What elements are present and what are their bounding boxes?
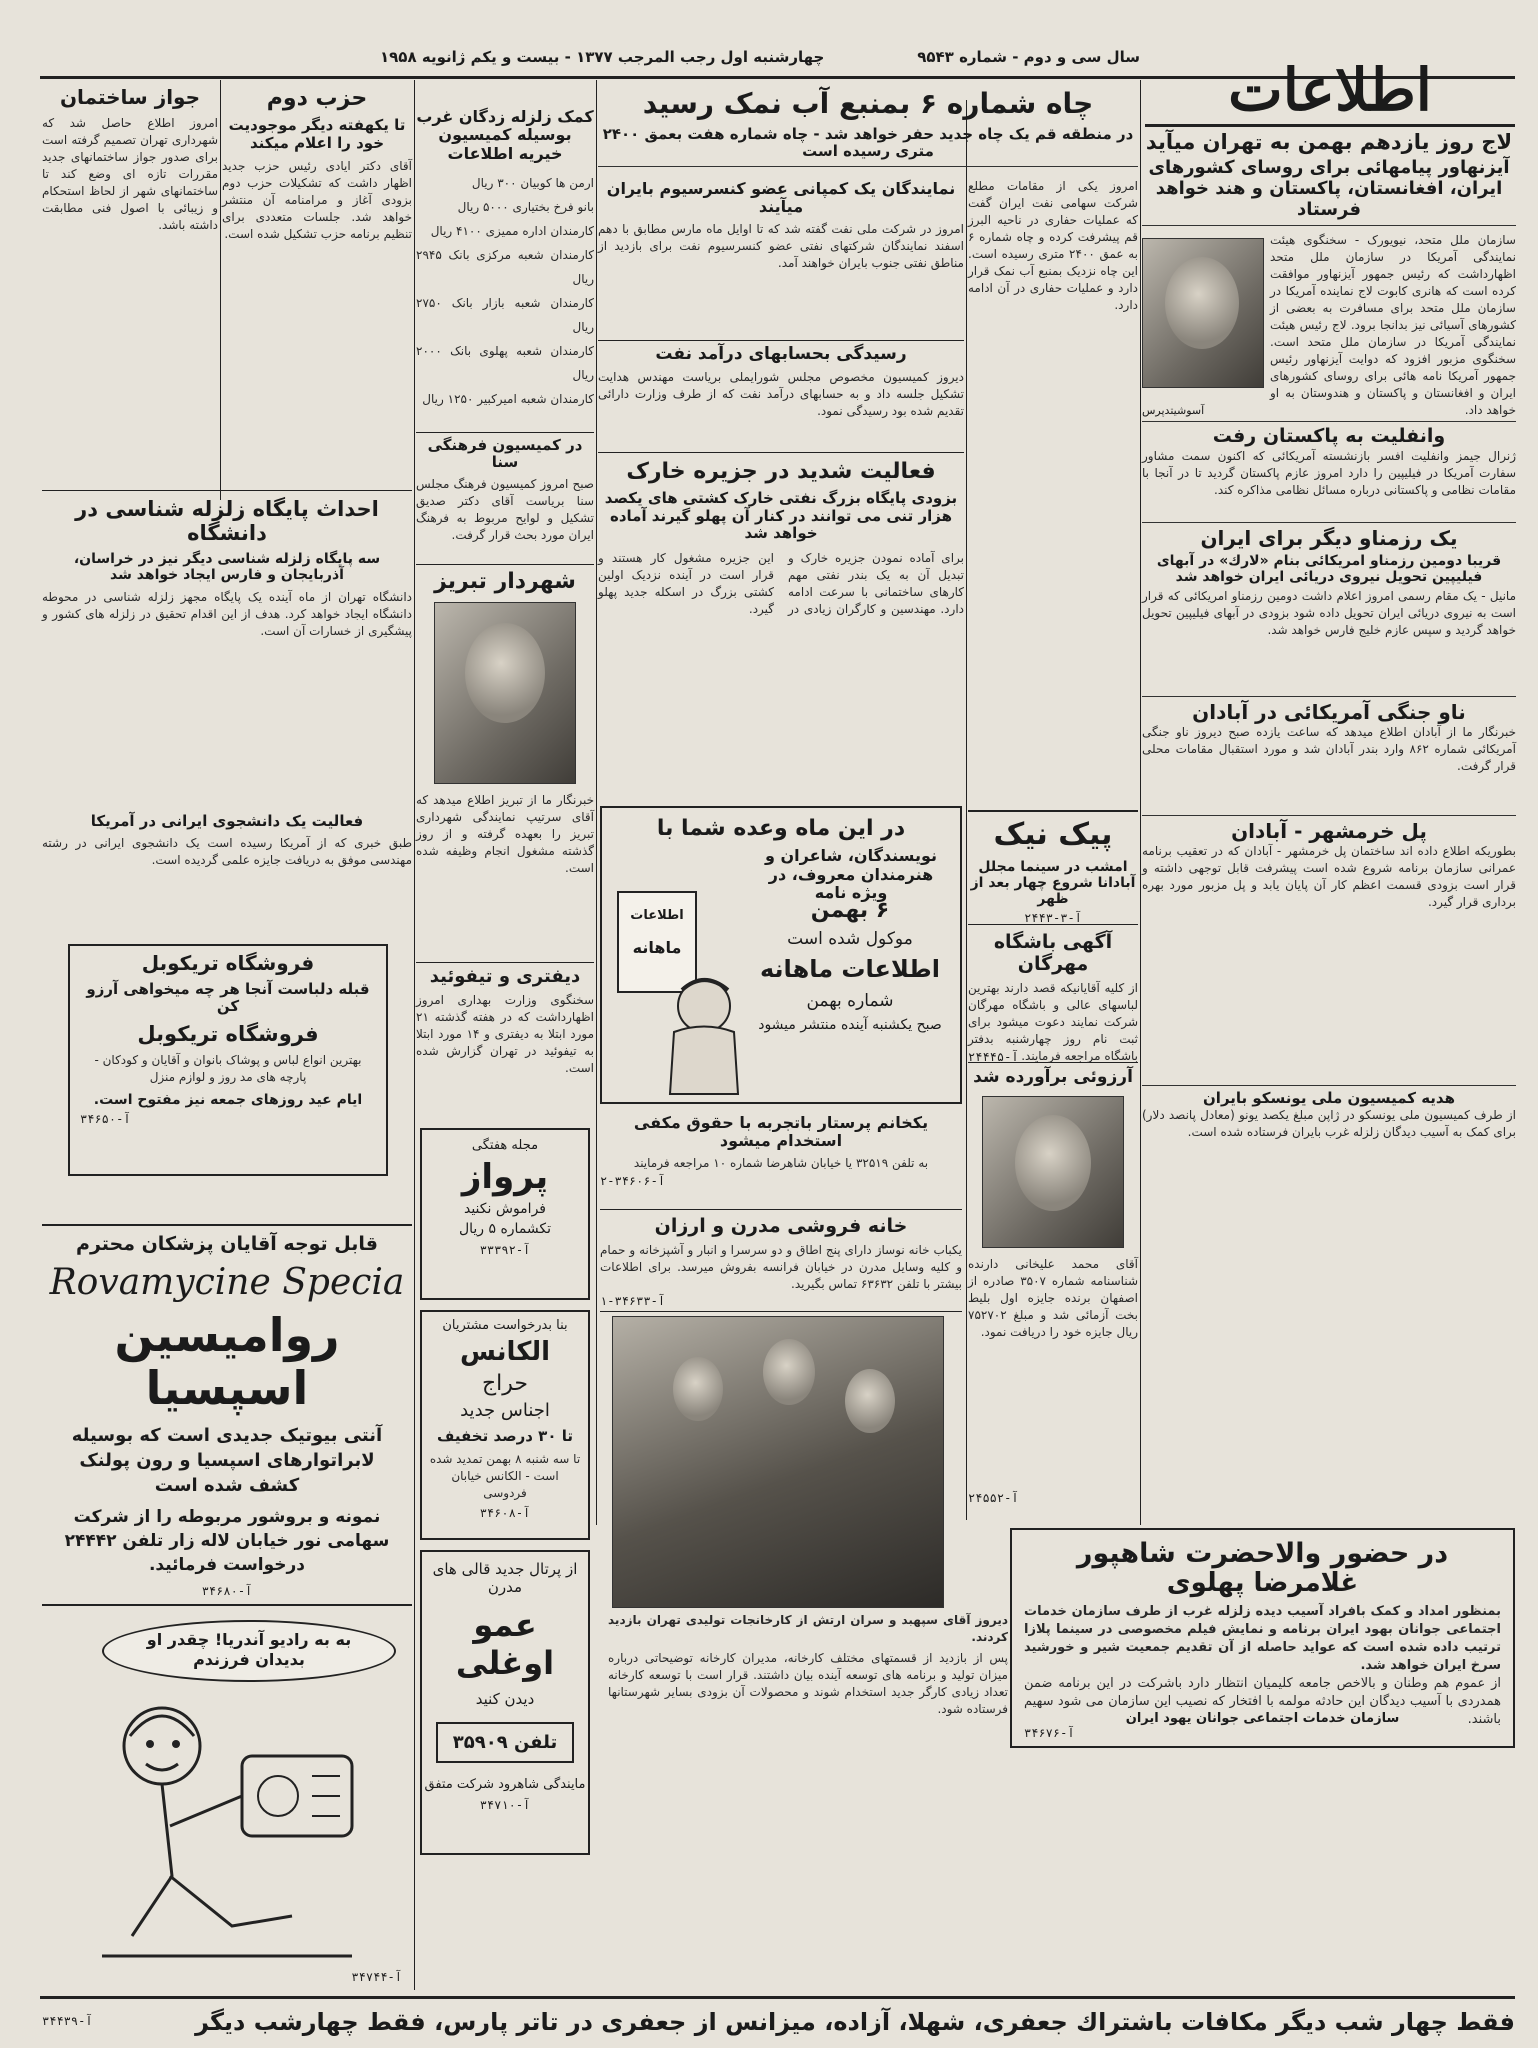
drill-body: امروز یکی از مقامات مطلع شرکت سهامی نفت ایران گفت که عملیات حفاری در ناحیه البرز قم پیشرفت کرده و چاه شماره ۶ به عمق ۲۴۰۰ متری رسیده است. این چاه نزدیک بمنبع آب نمک قرار دارد و عملیات حفاری در آن ادامه دارد.	[968, 179, 1138, 312]
typhoid-headline: دیفتری و تیفوئید	[429, 966, 581, 987]
mayor-story	[416, 564, 594, 959]
nurse-code: آ-۳۴۶۰۶-۲	[600, 1173, 666, 1188]
student-headline: فعالیت یک دانشجوی ایرانی در آمریکا	[90, 812, 364, 831]
kharg-headline: فعالیت شدید در جزیره خارک	[626, 459, 936, 484]
club-body: از کلیه آقایانیکه قصد دارند بهترین لباسهای عالی و باشگاه مهرگان شرکت نمایند دعوت میشود برای ثبت نام روز چهارشنبه بدفتر باشگاه مراجعه فرمایند.	[968, 980, 1138, 1063]
aid-lines	[416, 171, 594, 411]
radio-cartoon-ad	[42, 1610, 412, 1990]
drill-column	[968, 178, 1138, 808]
alcance-name: الکانس	[459, 1337, 551, 1367]
tricobel-footer: ایام عید روزهای جمعه نیز مفتوح است.	[93, 1091, 363, 1108]
carpet-code: آ-۳۴۷۱۰	[479, 1798, 531, 1812]
building-body: امروز اطلاع حاصل شد که شهرداری تهران تصمیم گرفته است برای صدور جواز ساختمانهای جدید مقررات تازه ای وضع کند تا ساختمانهای شهر از لحاظ استحکام و زیبائی با اصول فنی مطابقت داشته باشد.	[42, 116, 218, 232]
alcance-new-goods: اجناس جدید	[460, 1400, 550, 1421]
monthly-date: ۶ بهمن	[810, 898, 890, 923]
seismo-subhead: سه پایگاه زلزله شناسی دیگر نیز در خراسان، آذربایجان و فارس ایجاد خواهد شد	[73, 551, 381, 584]
parvaz-title: پرواز	[461, 1157, 549, 1197]
lead-body: سازمان ملل متحد، نیویورک - سخنگوی هیئت نمایندگی آمریکا در سازمان ملل متحد اظهارداشت که رئیس جمهور آیزنهاور موافقت کرده است که هانری کابوت لاج نماینده آمریکا در سازمان ملل متحد برای مسافرت به بعضی از کشورهای آسیائی نیز بدانجا برود. لاج رئیس هیئت نمایندگی آمریکا در سازمان ملل متحد است. سخنگوی مزبور افزود که دوایت آیزنهاور رئیس جمهور آمریکا نامه هائی برای روسای کشورهای ایران و افغانستان و پاکستان و هندوستان به او خواهد داد.	[1270, 233, 1516, 418]
patron-body: بمنظور امداد و کمک بافراد آسیب دیده زلزله غرب از طرف سازمان خدمات اجتماعی جوانان بهود ایران برنامه و نمایش فیلم مخصوصی در سینما پلازا ترتیب داده شده است که عواید حاصله از آن تقدیم جمعیت شیر و خورشید سرخ ایران خواهد شد.	[1024, 1603, 1501, 1673]
monthly-footer: صبح یکشنبه آینده منتشر میشود	[758, 1017, 942, 1033]
rule-col4	[414, 80, 415, 1990]
aid-headline: کمک زلزله زدگان غرب بوسیله کمیسیون خیریه اطلاعات	[416, 107, 594, 163]
parvaz-price: تکشماره ۵ ریال	[458, 1221, 552, 1237]
mayor-portrait	[434, 602, 576, 784]
consortium-story	[598, 178, 964, 338]
logo-box	[1145, 56, 1515, 124]
party-subhead: تا یکهفته دیگر موجودیت خود را اعلام میکند	[228, 116, 406, 152]
magazine-cover-subtitle: ماهانه	[632, 938, 682, 957]
radio-speech-bubble	[102, 1620, 396, 1682]
audit-story	[598, 340, 964, 450]
bridge-body: بطوریکه اطلاع داده اند ساختمان پل خرمشهر - آبادان که در تعقیب برنامه عمرانی سازمان برنامه شروع شده است پیشرفت قابل توجهی داشته و قرار است بزودی قسمت اعظم کار آن پایان یابد و پل مزبور مورد بهره برداری قرار گیرد.	[1142, 844, 1516, 910]
magazine-cover-title: اطلاعات	[630, 908, 684, 923]
lead-photo-caption: آسوشیتدپرس	[1142, 404, 1205, 418]
factory-body: پس از بازدید از قسمتهای مختلف کارخانه، مدیران کارخانه توضیحاتی درباره میزان تولید و برنامه های توسعه آینده بیان داشتند. قرار است با توسعه کارخانه تعداد زیادی کارگر جدید استخدام شوند و محصولات آن بزودی بسایر شهرستانها فرستاده شود.	[608, 1651, 1008, 1716]
tricobel-code: آ-۳۴۶۵۰	[80, 1111, 131, 1126]
rovamycine-desc: آنتی بیوتیک جدیدی است که بوسیله لابراتوارهای اسپسیا و رون پولنک کشف شده است	[71, 1424, 383, 1496]
rovamycine-ad	[42, 1224, 412, 1606]
pakistan-body: ژنرال جیمز وانفلیت افسر بازنشسته آمریکائی که اکنون سمت مشاور سفارت آمریکا در فیلیپین را دارد امروز عازم پاکستان گردید تا در آنجا با مقامات نظامی و پاکستانی درباره مسائل نظامی مذاکره کند.	[1142, 449, 1516, 498]
aid-line: کارمندان شعبه بازار بانک ۲۷۵۰ ریال	[416, 296, 594, 335]
house-headline: خانه فروشی مدرن و ارزان	[654, 1215, 908, 1237]
seismo-body: دانشگاه تهران از ماه آینده یک پایگاه مجهز زلزله شناسی در محوطه دانشگاه ایجاد خواهد کرد. هدف از این اقدام تحقیق در زلزله های کشور و پیشگیری از خسارات آن است.	[42, 590, 412, 639]
ship-headline: یک رزمناو دیگر برای ایران	[1142, 522, 1516, 550]
building-headline: جواز ساختمان	[59, 85, 201, 109]
ship-subhead: قریبا دومین رزمناو امریکائی بنام «لارك» در آبهای فیلیپین تحویل نیروی دریائی ایران خواهد شد	[1156, 553, 1502, 586]
rule-col2	[966, 100, 967, 1520]
footer-banner-text: فقط چهار شب دیگر مکافات باشتراك جعفری، شهلا، آزاده، میزانس از جعفری در تاتر پارس، فقط چهارشب دیگر	[195, 2008, 1515, 2036]
carpet-intro: از پرتال جدید قالی های مدرن	[432, 1560, 578, 1596]
factory-photo	[612, 1316, 944, 1608]
oil-subhead: در منطقه قم یک چاه جدید حفر خواهد شد - چاه شماره هفت بعمق ۲۴۰۰ متری رسیده است	[598, 126, 1138, 167]
aid-line: ارمن ها کوبیان ۳۰۰ ریال	[471, 176, 594, 191]
picnic-body: امشب در سینما مجلل آبادانا شروع چهار بعد از ظهر	[970, 858, 1136, 907]
navy-headline: ناو جنگی آمریکائی در آبادان	[1142, 696, 1516, 724]
tricobel-body: بهترین انواع لباس و پوشاک بانوان و آقایان و کودکان - پارچه های مد روز و لوازم منزل	[94, 1052, 362, 1084]
parvaz-code: آ-۳۳۳۹۲	[479, 1243, 531, 1257]
lead-headline: آیزنهاور پیامهائی برای روسای کشورهای ایران، افغانستان، پاکستان و هند خواهد فرستاد	[1142, 158, 1516, 226]
rule-col3	[596, 80, 597, 1525]
alcance-discount: تا ۳۰ درصد تخفیف	[437, 1427, 573, 1445]
aid-line: کارمندان شعبه پهلوی بانک ۲۰۰۰ ریال	[416, 344, 594, 383]
rule-col1	[1140, 80, 1141, 1525]
nurse-headline: یکخانم پرستار باتجربه با حقوق مکفی استخدام میشود	[633, 1113, 929, 1151]
typhoid-body: سخنگوی وزارت بهداری امروز اظهارداشت که در هفته گذشته ۲۱ مورد ابتلا به دیفتری و ۱۴ مورد ابتلا به تیفوئید در تهران گزارش شده است.	[416, 992, 595, 1075]
kharg-subhead: بزودی پایگاه بزرگ نفتی خارک کشتی های یکصد هزار تنی می توانند در کنار آن پهلو گیرند آماده خواهد شد	[604, 489, 958, 542]
picnic-code: آ-۳-۲۴۴۳	[1024, 910, 1082, 925]
rovamycine-notice: قابل توجه آقایان پزشکان محترم	[76, 1233, 378, 1255]
lottery-code: آ-۲۴۵۵۲	[968, 1490, 1019, 1505]
rovamycine-name: روامیسین اسپسیا	[114, 1307, 340, 1415]
lead-kicker: لاج روز یازدهم بهمن به تهران میآید	[1145, 130, 1513, 154]
rovamycine-code: آ-۳۴۶۸۰	[201, 1583, 253, 1598]
alcance-details: تا سه شنبه ۸ بهمن تمدید شده است - الکانس خیابان فردوسی	[429, 1452, 581, 1500]
logo-underline	[1145, 124, 1515, 127]
carpet-phone: تلفن ۳۵۹۰۹	[436, 1722, 574, 1763]
culture-body: صبح امروز کمیسیون فرهنگ مجلس سنا بریاست آقای دکتر صدیق تشکیل و لوایح مربوط به فرهنگ ایران مورد بحث قرار گرفت.	[416, 476, 594, 542]
alcance-request: بنا بدرخواست مشتریان	[442, 1318, 568, 1333]
ship-body: مانیل - یک مقام رسمی امروز اعلام داشت دومین رزمناو امریکائی که قرار است به نیروی دریائی ایران تحویل داده شود بزودی در آبهای فیلیپین تحویل خواهد گردید و سپس عازم خلیج فارس خواهد شد.	[1142, 589, 1516, 638]
unesco-headline: هدیه کمیسیون ملی یونسکو بایران	[1142, 1085, 1516, 1107]
tricobel-name: فروشگاه تریکوبل	[137, 1021, 319, 1046]
club-headline: آگهی باشگاه مهرگان	[993, 931, 1113, 975]
lead-story	[1142, 128, 1516, 1278]
nurse-ad	[600, 1110, 962, 1210]
footer-code: آ-۳۴۴۳۹	[42, 2014, 93, 2028]
consortium-body: امروز در شرکت ملی نفت گفته شد که تا اوایل ماه مارس مطابق با دهم اسفند نمایندگان شرکتهای نفتی عضو کنسرسیوم نفت برای بازدید از مناطق نفتی جنوب بایران خواهند آمد.	[598, 221, 964, 270]
house-ad	[600, 1214, 962, 1312]
house-code: آ-۳۴۶۳۳-۱	[600, 1293, 666, 1308]
picnic-ad	[968, 810, 1138, 925]
monthly-issue: شماره بهمن	[806, 991, 894, 1011]
navy-body: خبرنگار ما از آبادان اطلاع میدهد که ساعت یازده صبح دیروز ناو جنگی آمریکائی شماره ۸۶۲ وارد بندر آبادان شد و مورد استقبال مقامات محلی قرار گرفت.	[1142, 725, 1516, 774]
consortium-headline: نمایندگان یک کمپانی عضو کنسرسیوم بایران میآیند	[606, 179, 956, 217]
footer-banner	[120, 2002, 1515, 2042]
issue-date: چهارشنبه اول رجب المرجب ۱۳۷۷ - بیست و یکم ژانویه ۱۹۵۸	[380, 48, 825, 66]
aid-list	[416, 100, 594, 430]
seismo-headline: احداث پایگاه زلزله شناسی در دانشگاه	[75, 497, 379, 546]
carpet-agency: مایندگی شاهرود شرکت متفق	[424, 1777, 586, 1792]
mayor-body: خبرنگار ما از تبریز اطلاع میدهد که آقای سرتیپ نمایندگی شهرداری تبریز را بعهده گرفته و از روز گذشته مشغول انجام وظیفه شده است.	[416, 793, 594, 876]
culture-story	[416, 432, 594, 562]
carpet-brand: عمو اوغلی	[455, 1606, 555, 1682]
parvaz-ad	[420, 1128, 590, 1300]
pakistan-headline: وانفلیت به پاکستان رفت	[1142, 421, 1516, 448]
party-body: آقای دکتر ایادی رئیس حزب جدید اظهار داشت که تشکیلات حزب دوم بزودی آغاز و مرامنامه آن منتشر خواهد شد. جلسات متعددی برای تنظیم برنامه حزب تشکیل شده است.	[222, 158, 412, 241]
building-story	[42, 82, 218, 482]
patron-appeal: از عموم هم وطنان و بالاخص جامعه کلیمیان انتظار دارد باشرکت در این برنامه ضمن همدردی با آسیب دیدگان این حادثه مولمه با افتخار که نصیب این سازمان می شود سهیم باشند.	[1024, 1675, 1501, 1727]
mayor-headline: شهردار تبریز	[434, 569, 576, 594]
masthead-strip	[380, 42, 1140, 72]
carpet-ad	[420, 1550, 590, 1855]
parvaz-reminder: فراموش نکنید	[463, 1201, 546, 1217]
patron-name: غلامرضا پهلوی	[1166, 1568, 1359, 1599]
carpet-visit: دیدن کنید	[475, 1690, 535, 1708]
typhoid-story	[416, 962, 594, 1112]
aid-line: کارمندان اداره ممیزی ۴۱۰۰ ریال	[430, 224, 594, 239]
unesco-body: از طرف کمیسیون ملی یونسکو در ژاپن مبلغ یکصد یونو (معادل پانصد دلار) برای کمک به آسیب دیدگان زلزله غرب بایران فرستاده شده است.	[1142, 1108, 1516, 1140]
club-code: آ-۲۴۴۴۵	[968, 1049, 1019, 1064]
student-body: طبق خبری که از آمریکا رسیده است یک دانشجوی ایرانی در رشته مهندسی موفق به دریافت جایزه علمی گردیده است.	[42, 835, 412, 867]
tricobel-headline: فروشگاه تریکوبل	[141, 951, 315, 975]
alcance-code: آ-۳۴۶۰۸	[479, 1506, 531, 1520]
monthly-headline: در این ماه وعده شما با	[656, 816, 906, 841]
aid-line: کارمندان شعبه مرکزی بانک ۲۹۴۵ ریال	[416, 248, 594, 287]
rovamycine-latin: Rovamycine Specia	[49, 1261, 405, 1303]
party-story	[222, 82, 412, 482]
factory-caption: دیروز آقای سپهبد و سران ارتش از کارخانجات تولیدی تهران بازدید کردند.	[608, 1613, 1008, 1644]
alcance-sale: حراج	[481, 1371, 529, 1396]
monthly-name: اطلاعات ماهانه	[759, 955, 941, 983]
radio-cartoon	[42, 1676, 412, 1976]
tricobel-tagline: قبله دلباست آنجا هر چه میخواهی آرزو کن	[86, 980, 370, 1016]
volume-issue: سال سی و دوم - شماره ۹۵۴۳	[917, 48, 1140, 66]
parvaz-label: مجله هفتگی	[471, 1138, 539, 1153]
patron-headline: در حضور والاحضرت شاهپور	[1076, 1538, 1449, 1569]
radio-code: آ-۳۴۷۴۴	[351, 1970, 402, 1984]
patron-code: آ-۳۴۶۷۶	[1024, 1726, 1075, 1740]
party-headline: حزب دوم	[266, 86, 368, 111]
aid-line: کارمندان شعبه امیرکبیر ۱۲۵۰ ریال	[422, 392, 594, 407]
logo: اطلاعات	[1228, 56, 1432, 124]
monthly-postponed: موکول شده است	[787, 929, 913, 949]
oil-story	[598, 82, 1138, 177]
factory-story	[598, 1316, 1008, 1826]
rovamycine-sample: نمونه و بروشور مربوطه را از شرکت سهامی نور خیابان لاله زار تلفن ۲۴۴۴۲ درخواست فرمائید.	[64, 1507, 390, 1575]
lodge-portrait	[1142, 238, 1264, 388]
alcance-ad	[420, 1310, 590, 1540]
patron-org: سازمان خدمات اجتماعی جوانان یهود ایران	[1125, 1710, 1400, 1726]
footer-rule	[40, 1996, 1515, 1999]
tricobel-ad	[68, 944, 388, 1176]
club-ad	[968, 928, 1138, 1063]
rule-col5	[220, 80, 221, 500]
picnic-title: پیک نیک	[993, 817, 1113, 852]
bridge-headline: پل خرمشهر - آبادان	[1142, 815, 1516, 843]
seismo-story	[42, 490, 412, 900]
radio-bubble-text: به به رادیو آندریا! چقدر او بدیدان فرزندم	[146, 1630, 352, 1669]
magazine-illustration	[612, 886, 742, 1096]
patron-box	[1010, 1528, 1515, 1748]
lottery-headline: آرزوئی برآورده شد	[973, 1067, 1133, 1087]
kharg-body: برای آماده نمودن جزیره خارک و تبدیل آن به یک بندر نفتی مهم کارهای ساختمانی با سرعت ادامه دارد. مهندسین و کارگران زیادی در این جزیره مشغول کار هستند و قرار است در آینده نزدیک اولین کشتی بزرگ در اسکله جدید پهلو گیرد.	[598, 551, 964, 617]
aid-line: بانو فرخ بختیاری ۵۰۰۰ ریال	[457, 200, 594, 215]
house-body: یکباب خانه نوساز دارای پنج اطاق و دو سرسرا و انبار و آشپزخانه و حمام و کلیه وسایل مدرن در خیابان فرانسه بفروش میرسد. برای اطلاعات بیشتر با تلفن ۶۳۶۳۲ تماس بگیرید.	[600, 1242, 962, 1291]
monthly-subhead: نویسندگان، شاعران و هنرمندان معروف، در ویژه نامه	[765, 846, 937, 903]
winner-portrait	[982, 1096, 1124, 1248]
lottery-body: آقای محمد علیخانی دارنده شناسنامه شماره ۳۵۰۷ صادره از اصفهان برنده جایزه اول بلیط بخت آزمائی شد و مبلغ ۷۵۲۷۰۲ ریال جایزه خود را دریافت نمود.	[968, 1256, 1139, 1339]
kharg-story	[598, 452, 964, 802]
audit-body: دیروز کمیسیون مخصوص مجلس شورایملی بریاست مهندس هدایت تشکیل جلسه داد و به حسابهای درآمد نفت که از طرف وزارت دارائی تقدیم شده بود رسیدگی نمود.	[598, 369, 964, 418]
culture-headline: در کمیسیون فرهنگی سنا	[427, 436, 583, 472]
nurse-body: به تلفن ۳۲۵۱۹ یا خیابان شاهرضا شماره ۱۰ مراجعه فرمایند	[633, 1155, 929, 1170]
oil-headline: چاه شماره ۶ بمنبع آب نمک رسید	[642, 87, 1094, 120]
monthly-ad	[600, 806, 962, 1104]
audit-headline: رسیدگی بحسابهای درآمد نفت	[655, 344, 907, 364]
